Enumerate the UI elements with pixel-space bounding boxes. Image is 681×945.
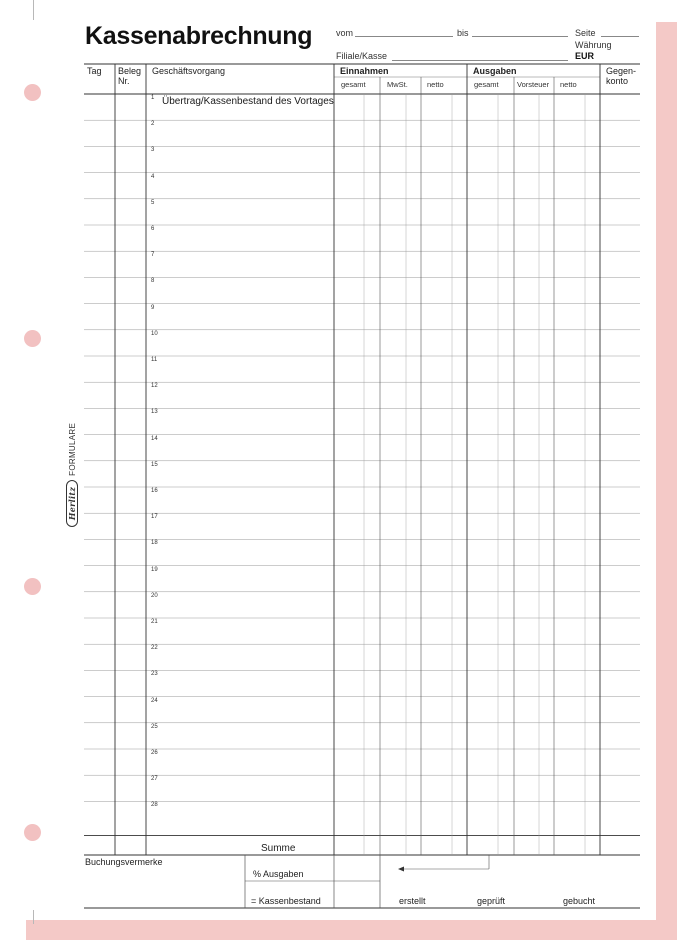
col-header-beleg: Beleg — [118, 66, 142, 76]
row-number: 11 — [151, 357, 158, 363]
row-number: 16 — [151, 488, 158, 494]
subheader-aus-gesamt: gesamt — [474, 80, 499, 89]
subheader-ein-netto: netto — [427, 80, 444, 89]
seite-label: Seite — [575, 28, 596, 38]
first-row-text: Übertrag/Kassenbestand des Vortages — [162, 96, 334, 107]
arrow-icon — [398, 867, 404, 872]
col-header-ausgaben: Ausgaben — [473, 66, 517, 76]
row-number: 9 — [151, 304, 155, 311]
herlitz-logo: Herlitz — [66, 480, 78, 527]
page-title: Kassenabrechnung — [85, 22, 313, 50]
row-number: 10 — [151, 330, 158, 337]
waehrung-value: EUR — [575, 51, 595, 61]
row-number: 6 — [151, 226, 155, 232]
row-number: 8 — [151, 278, 155, 285]
bis-label: bis — [457, 28, 469, 38]
row-number: 24 — [151, 697, 158, 704]
row-number: 17 — [151, 514, 158, 521]
col-header-vorgang: Geschäftsvorgang — [152, 66, 226, 76]
buchungsvermerke-label: Buchungsvermerke — [85, 857, 163, 867]
row-number: 18 — [151, 540, 158, 547]
col-header-tag: Tag — [87, 66, 102, 76]
row-number: 23 — [151, 671, 158, 678]
row-number: 1 — [151, 95, 155, 101]
row-number: 21 — [151, 619, 158, 625]
row-number: 26 — [151, 750, 158, 756]
kassenbestand-label: = Kassenbestand — [251, 896, 321, 906]
col-header-gegenkonto-2: konto — [606, 76, 629, 86]
col-header-einnahmen: Einnahmen — [340, 66, 389, 76]
subheader-ein-mwst: MwSt. — [387, 80, 408, 89]
col-header-gegenkonto-1: Gegen- — [606, 66, 637, 76]
row-number: 20 — [151, 592, 158, 599]
subheader-aus-netto: netto — [560, 80, 577, 89]
gebucht-label: gebucht — [563, 896, 596, 906]
row-number: 14 — [151, 435, 158, 442]
waehrung-label: Währung — [575, 40, 612, 50]
subheader-aus-vorsteuer: Vorsteuer — [517, 80, 550, 89]
erstellt-label: erstellt — [399, 896, 426, 906]
row-number: 13 — [151, 409, 158, 416]
filiale-label: Filiale/Kasse — [336, 51, 388, 61]
subheader-ein-gesamt: gesamt — [341, 80, 366, 89]
row-number: 15 — [151, 461, 158, 468]
geprueft-label: geprüft — [477, 896, 506, 906]
row-number: 5 — [151, 199, 155, 206]
vom-label: vom — [336, 28, 354, 38]
row-number: 25 — [151, 723, 158, 730]
row-number: 12 — [151, 383, 158, 390]
row-number: 19 — [151, 566, 158, 573]
row-number: 27 — [151, 776, 158, 783]
row-number: 2 — [151, 121, 155, 128]
row-number: 22 — [151, 645, 158, 652]
row-number: 4 — [151, 173, 155, 180]
summe-label: Summe — [261, 843, 296, 854]
col-header-nr: Nr. — [118, 76, 130, 86]
row-number: 28 — [151, 802, 158, 809]
row-number: 3 — [151, 147, 155, 154]
brand-name: FORMULARE — [68, 422, 77, 476]
row-number: 7 — [151, 252, 155, 259]
ausgaben-minus-label: % Ausgaben — [253, 869, 304, 879]
